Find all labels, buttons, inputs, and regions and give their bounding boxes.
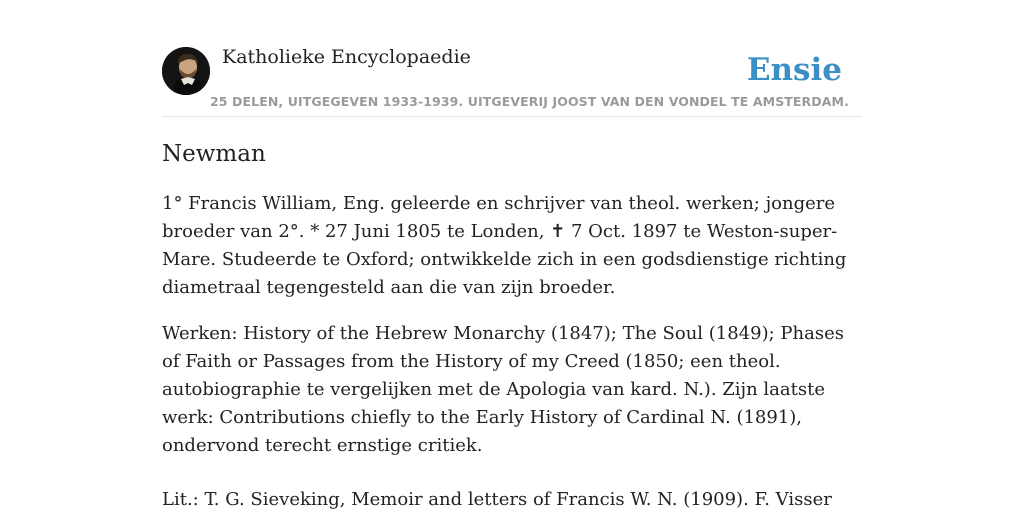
entry-paragraph: 1° Francis William, Eng. geleerde en schrijver van theol. werken; jongere broeder van 2°. * 27 Juni 1805 te Londen, ✝ 7 Oct. 1897 te Weston-super-Mare. Studeerde te Oxford; ontwikkelde zich in een godsdienstige richting diametraal tegengesteld aan die van zijn broeder.	[162, 193, 847, 298]
book-subtitle: 25 DELEN, UITGEGEVEN 1933-1939. UITGEVERIJ JOOST VAN DEN VONDEL TE AMSTERDAM.	[210, 94, 849, 109]
portrait-avatar-icon[interactable]	[162, 47, 210, 95]
header	[162, 44, 862, 117]
entry-title: Newman	[162, 141, 266, 167]
book-title[interactable]: Katholieke Encyclopaedie	[222, 46, 471, 68]
entry-paragraph: Werken: History of the Hebrew Monarchy (1847); The Soul (1849); Phases of Faith or Passages from the History of my Creed (1850; een theol. autobiographie te vergelijken met de Apologia van kard. N.). Zijn laatste werk: Contributions chiefly to the Early History of Cardinal N. (1891), ondervond terecht ernstige critiek.	[162, 323, 844, 456]
brand-logo-link[interactable]: Ensie	[746, 52, 842, 88]
entry-content	[162, 138, 862, 512]
entry-literature: Lit.: T. G. Sieveking, Memoir and letters of Francis W. N. (1909). F. Visser	[162, 489, 832, 510]
